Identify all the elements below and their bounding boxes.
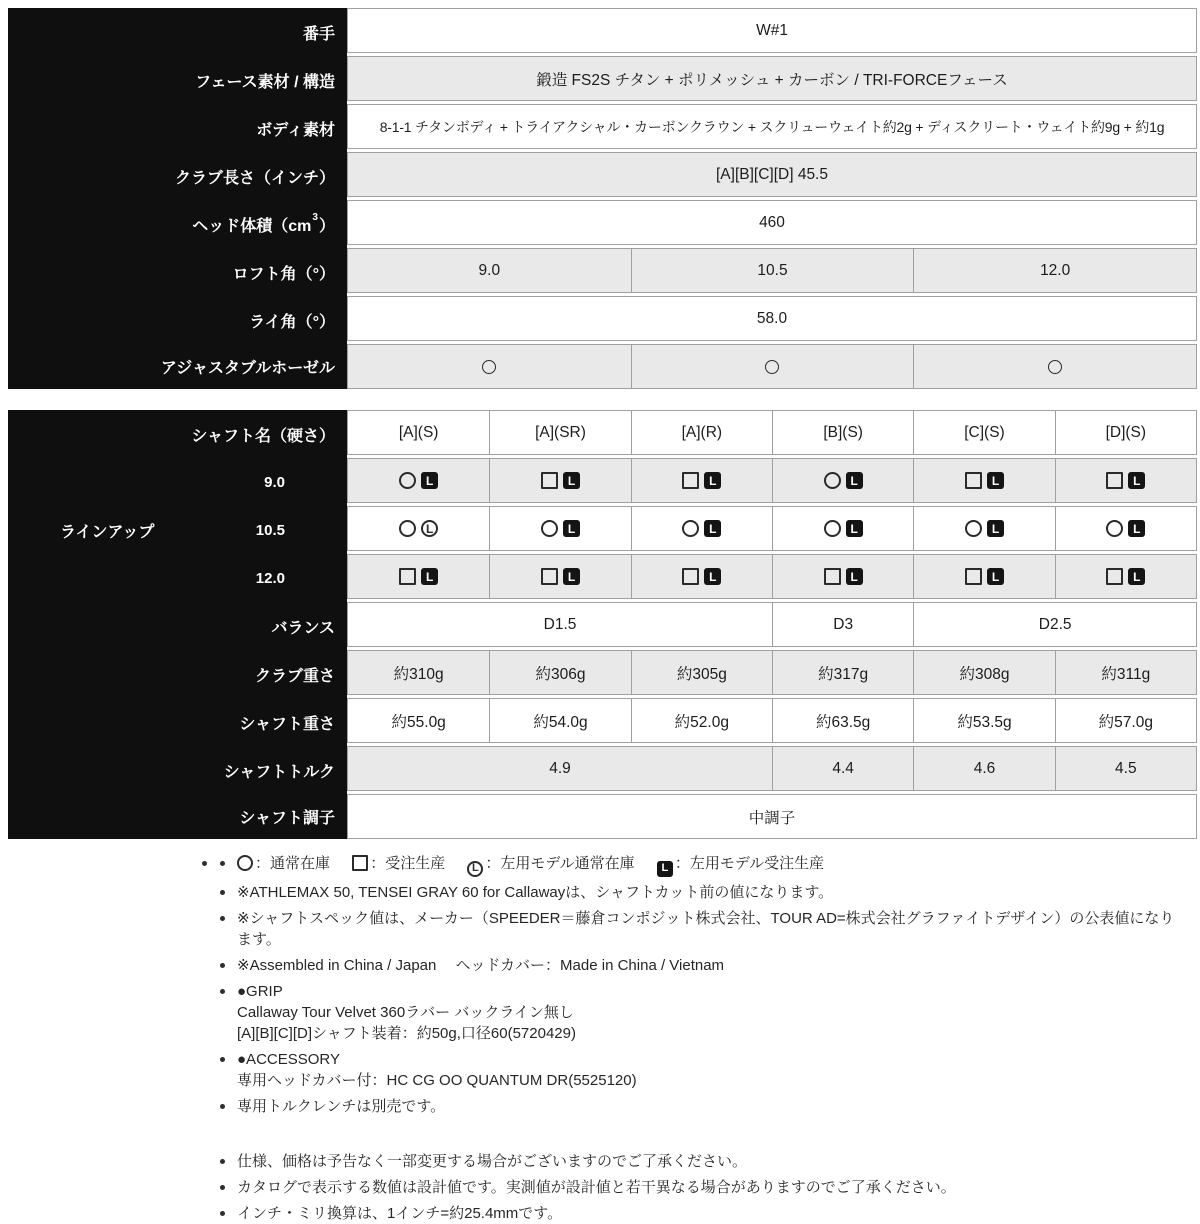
shaft-weight-value: 約57.0g (1055, 699, 1196, 742)
shaft-values-column (347, 410, 1197, 839)
body-material-value: 8-1-1 チタンボディ + トライアクシャル・カーボンクラウン + スクリューウェイト約2g + ディスクリート・ウェイト約9g + 約1g (379, 118, 1165, 135)
note-accessory (218, 1049, 1178, 1091)
lefty-order-square-icon: L (563, 568, 580, 585)
stock-circle-icon (482, 360, 496, 374)
lineup-cell (913, 555, 1054, 598)
legend-lefty-stock: L ：左用モデル通常在庫 (467, 855, 634, 872)
row-label-kick-point: シャフト調子 (239, 810, 335, 827)
row-label-lie: ライ角（°） (249, 313, 335, 331)
note-assembled: ※Assembled in China / Japan ヘッドカバー：Made in China / Vietnam (218, 955, 1178, 976)
lefty-order-square-icon: L (987, 520, 1004, 537)
order-square-icon (352, 855, 368, 871)
balance-value: D1.5 (543, 615, 577, 633)
legend-lefty-order: L ：左用モデル受注生産 (657, 855, 824, 872)
legend-stock: ：通常在庫 (237, 855, 330, 872)
disclaimer-line: インチ・ミリ換算は、1インチ=約25.4mmです。 (218, 1203, 1178, 1224)
loft-value: 9.0 (478, 261, 501, 279)
row-face-material (347, 56, 1197, 101)
stock-circle-icon (237, 855, 253, 871)
club-weight-value: 約310g (393, 665, 444, 683)
note-grip (218, 981, 1178, 1044)
spec-sheet-page (0, 8, 1200, 1222)
lefty-order-square-icon: L (846, 472, 863, 489)
lineup-cell (348, 507, 489, 550)
shaft-weight-value: 約54.0g (489, 699, 630, 742)
lineup-cell (631, 459, 772, 502)
row-label-face-material: フェース素材 / 構造 (195, 73, 335, 91)
stock-circle-icon (682, 520, 699, 537)
lefty-order-square-icon: L (1128, 472, 1145, 489)
lefty-order-square-icon: L (1128, 568, 1145, 585)
shaft-name: [C](S) (913, 411, 1054, 454)
torque-value: 4.5 (1055, 747, 1196, 790)
order-square-icon (682, 568, 699, 585)
shaft-weight-value: 約63.5g (772, 699, 913, 742)
order-square-icon (1106, 568, 1123, 585)
lefty-order-square-icon: L (421, 472, 438, 489)
stock-circle-icon (824, 472, 841, 489)
row-label-loft-12: 12.0 (255, 569, 285, 587)
order-square-icon (541, 472, 558, 489)
row-label-loft: ロフト角（°） (232, 265, 335, 283)
row-label-shaft-torque: シャフトトルク (223, 763, 335, 781)
club-weight-value: 約305g (631, 651, 772, 694)
footnotes (218, 853, 1178, 1117)
bullet-icon (202, 861, 207, 866)
row-label-body-material: ボディ素材 (256, 121, 335, 139)
lineup-cell (489, 555, 630, 598)
shaft-weight-value: 約53.5g (913, 699, 1054, 742)
lineup-cell (772, 507, 913, 550)
lefty-order-square-icon: L (987, 568, 1004, 585)
lefty-order-square-icon: L (1128, 520, 1145, 537)
row-body-material (347, 104, 1197, 149)
stock-circle-icon (399, 472, 416, 489)
club-weight-value: 約308g (913, 651, 1054, 694)
hosel-cell (631, 345, 914, 388)
stock-circle-icon (541, 520, 558, 537)
lineup-cell (1055, 459, 1196, 502)
order-square-icon (399, 568, 416, 585)
superscript-3: 3 (312, 211, 318, 223)
head-volume-value: 460 (759, 213, 785, 231)
row-balance (347, 602, 1197, 647)
lineup-cell (348, 555, 489, 598)
lineup-cell (1055, 507, 1196, 550)
accessory-title: ●ACCESSORY (237, 1050, 340, 1068)
hosel-cell (348, 345, 631, 388)
shaft-name: [D](S) (1055, 411, 1196, 454)
shaft-spec-table (8, 410, 1197, 839)
row-label-loft-10-5: 10.5 (255, 521, 285, 539)
order-square-icon (824, 568, 841, 585)
lineup-cell (772, 555, 913, 598)
kick-point-value: 中調子 (748, 809, 796, 827)
row-kick-point (347, 794, 1197, 839)
lie-value: 58.0 (756, 309, 788, 327)
shaft-name: [A](S) (398, 423, 439, 441)
lefty-order-square-icon: L (563, 520, 580, 537)
row-shaft-names (347, 410, 1197, 455)
lefty-order-square-icon: L (563, 472, 580, 489)
row-label-number: 番手 (302, 25, 335, 43)
order-square-icon (1106, 472, 1123, 489)
lefty-order-square-icon: L (421, 568, 438, 585)
disclaimer-line: 仕様、価格は予告なく一部変更する場合がございますのでご了承ください。 (218, 1151, 1178, 1172)
row-label-shaft-weight: シャフト重さ (239, 715, 335, 733)
stock-circle-icon (1048, 360, 1062, 374)
row-lineup-9 (347, 458, 1197, 503)
shaft-name: [B](S) (772, 411, 913, 454)
stock-circle-icon (399, 520, 416, 537)
grip-line: [A][B][C][D]シャフト装着：約50g,口径60(5720429) (237, 1024, 576, 1042)
legend-made-to-order: ：受注生産 (352, 855, 445, 872)
row-shaft-weight (347, 698, 1197, 743)
torque-value: 4.4 (772, 747, 913, 790)
lefty-order-square-icon: L (846, 568, 863, 585)
shaft-weight-value: 約55.0g (391, 713, 446, 731)
stock-circle-icon (765, 360, 779, 374)
order-square-icon (682, 472, 699, 489)
grip-title: ●GRIP (237, 982, 283, 1000)
balance-value: D2.5 (913, 603, 1196, 646)
legend-line (218, 853, 1178, 877)
row-label-adjustable-hosel: アジャスタブルホーゼル (160, 360, 335, 377)
stock-circle-icon (824, 520, 841, 537)
row-label-loft-9: 9.0 (264, 473, 285, 491)
row-club-length (347, 152, 1197, 197)
lefty-order-square-icon: L (987, 472, 1004, 489)
row-label-shaft-name: シャフト名（硬さ） (191, 427, 335, 445)
lefty-order-square-icon: L (846, 520, 863, 537)
row-lie (347, 296, 1197, 341)
lefty-stock-circle-icon: L (467, 861, 483, 877)
shaft-weight-value: 約52.0g (631, 699, 772, 742)
club-length-value: [A][B][C][D] 45.5 (716, 165, 828, 183)
note-athlemax: ※ATHLEMAX 50, TENSEI GRAY 60 for Callawayは、シャフトカット前の値になります。 (218, 882, 1178, 903)
row-shaft-torque (347, 746, 1197, 791)
row-label-club-weight: クラブ重さ (254, 667, 335, 685)
note-wrench: 専用トルクレンチは別売です。 (218, 1096, 1178, 1117)
row-header-column (8, 8, 347, 389)
order-square-icon (541, 568, 558, 585)
lineup-cell (772, 459, 913, 502)
order-square-icon (965, 472, 982, 489)
row-header-column (8, 410, 347, 839)
row-number (347, 8, 1197, 53)
lefty-stock-circle-icon: L (421, 520, 438, 537)
row-head-volume (347, 200, 1197, 245)
order-square-icon (965, 568, 982, 585)
torque-value: 4.9 (549, 759, 571, 777)
number-value: W#1 (756, 21, 788, 39)
row-label-balance: バランス (271, 619, 335, 637)
row-label-club-length: クラブ長さ（インチ） (174, 169, 335, 187)
hosel-cell (913, 345, 1196, 388)
lineup-cell (348, 459, 489, 502)
lefty-order-square-icon: L (657, 861, 673, 877)
note-spec-values: ※シャフトスペック値は、メーカー（SPEEDER＝藤倉コンポジット株式会社、TOUR AD=株式会社グラファイトデザイン）の公表値になります。 (218, 908, 1178, 950)
accessory-line: 専用ヘッドカバー付：HC CG OO QUANTUM DR(5525120) (237, 1071, 637, 1089)
lineup-cell (631, 507, 772, 550)
face-material-value: 鍛造 FS2S チタン + ポリメッシュ + カーボン / TRI-FORCEフェース (536, 71, 1008, 89)
lefty-order-square-icon: L (704, 472, 721, 489)
lineup-cell (913, 507, 1054, 550)
row-label-head-volume: ヘッド体積（cm 3 ） (192, 211, 335, 235)
loft-value: 10.5 (631, 249, 914, 292)
lineup-cell (489, 459, 630, 502)
grip-line: Callaway Tour Velvet 360ラバー バックライン無し (237, 1003, 574, 1021)
lefty-order-square-icon: L (704, 568, 721, 585)
row-club-weight (347, 650, 1197, 695)
club-weight-value: 約317g (772, 651, 913, 694)
lineup-cell (1055, 555, 1196, 598)
lineup-cell (631, 555, 772, 598)
lineup-group-label: ラインアップ (60, 523, 155, 541)
shaft-name: [A](SR) (489, 411, 630, 454)
shaft-name: [A](R) (631, 411, 772, 454)
row-lineup-12 (347, 554, 1197, 599)
lineup-cell (913, 459, 1054, 502)
torque-value: 4.6 (913, 747, 1054, 790)
stock-circle-icon (965, 520, 982, 537)
lineup-cell (489, 507, 630, 550)
club-spec-table (8, 8, 1197, 389)
loft-value: 12.0 (913, 249, 1196, 292)
stock-circle-icon (1106, 520, 1123, 537)
row-loft (347, 248, 1197, 293)
spec-values-column (347, 8, 1197, 389)
row-adjustable-hosel (347, 344, 1197, 389)
club-weight-value: 約311g (1055, 651, 1196, 694)
club-weight-value: 約306g (489, 651, 630, 694)
balance-value: D3 (772, 603, 913, 646)
disclaimer-line: カタログで表示する数値は設計値です。実測値が設計値と若干異なる場合がありますのでご了承ください。 (218, 1177, 1178, 1198)
row-lineup-10-5 (347, 506, 1197, 551)
disclaimer-notes (218, 1151, 1178, 1224)
lefty-order-square-icon: L (704, 520, 721, 537)
